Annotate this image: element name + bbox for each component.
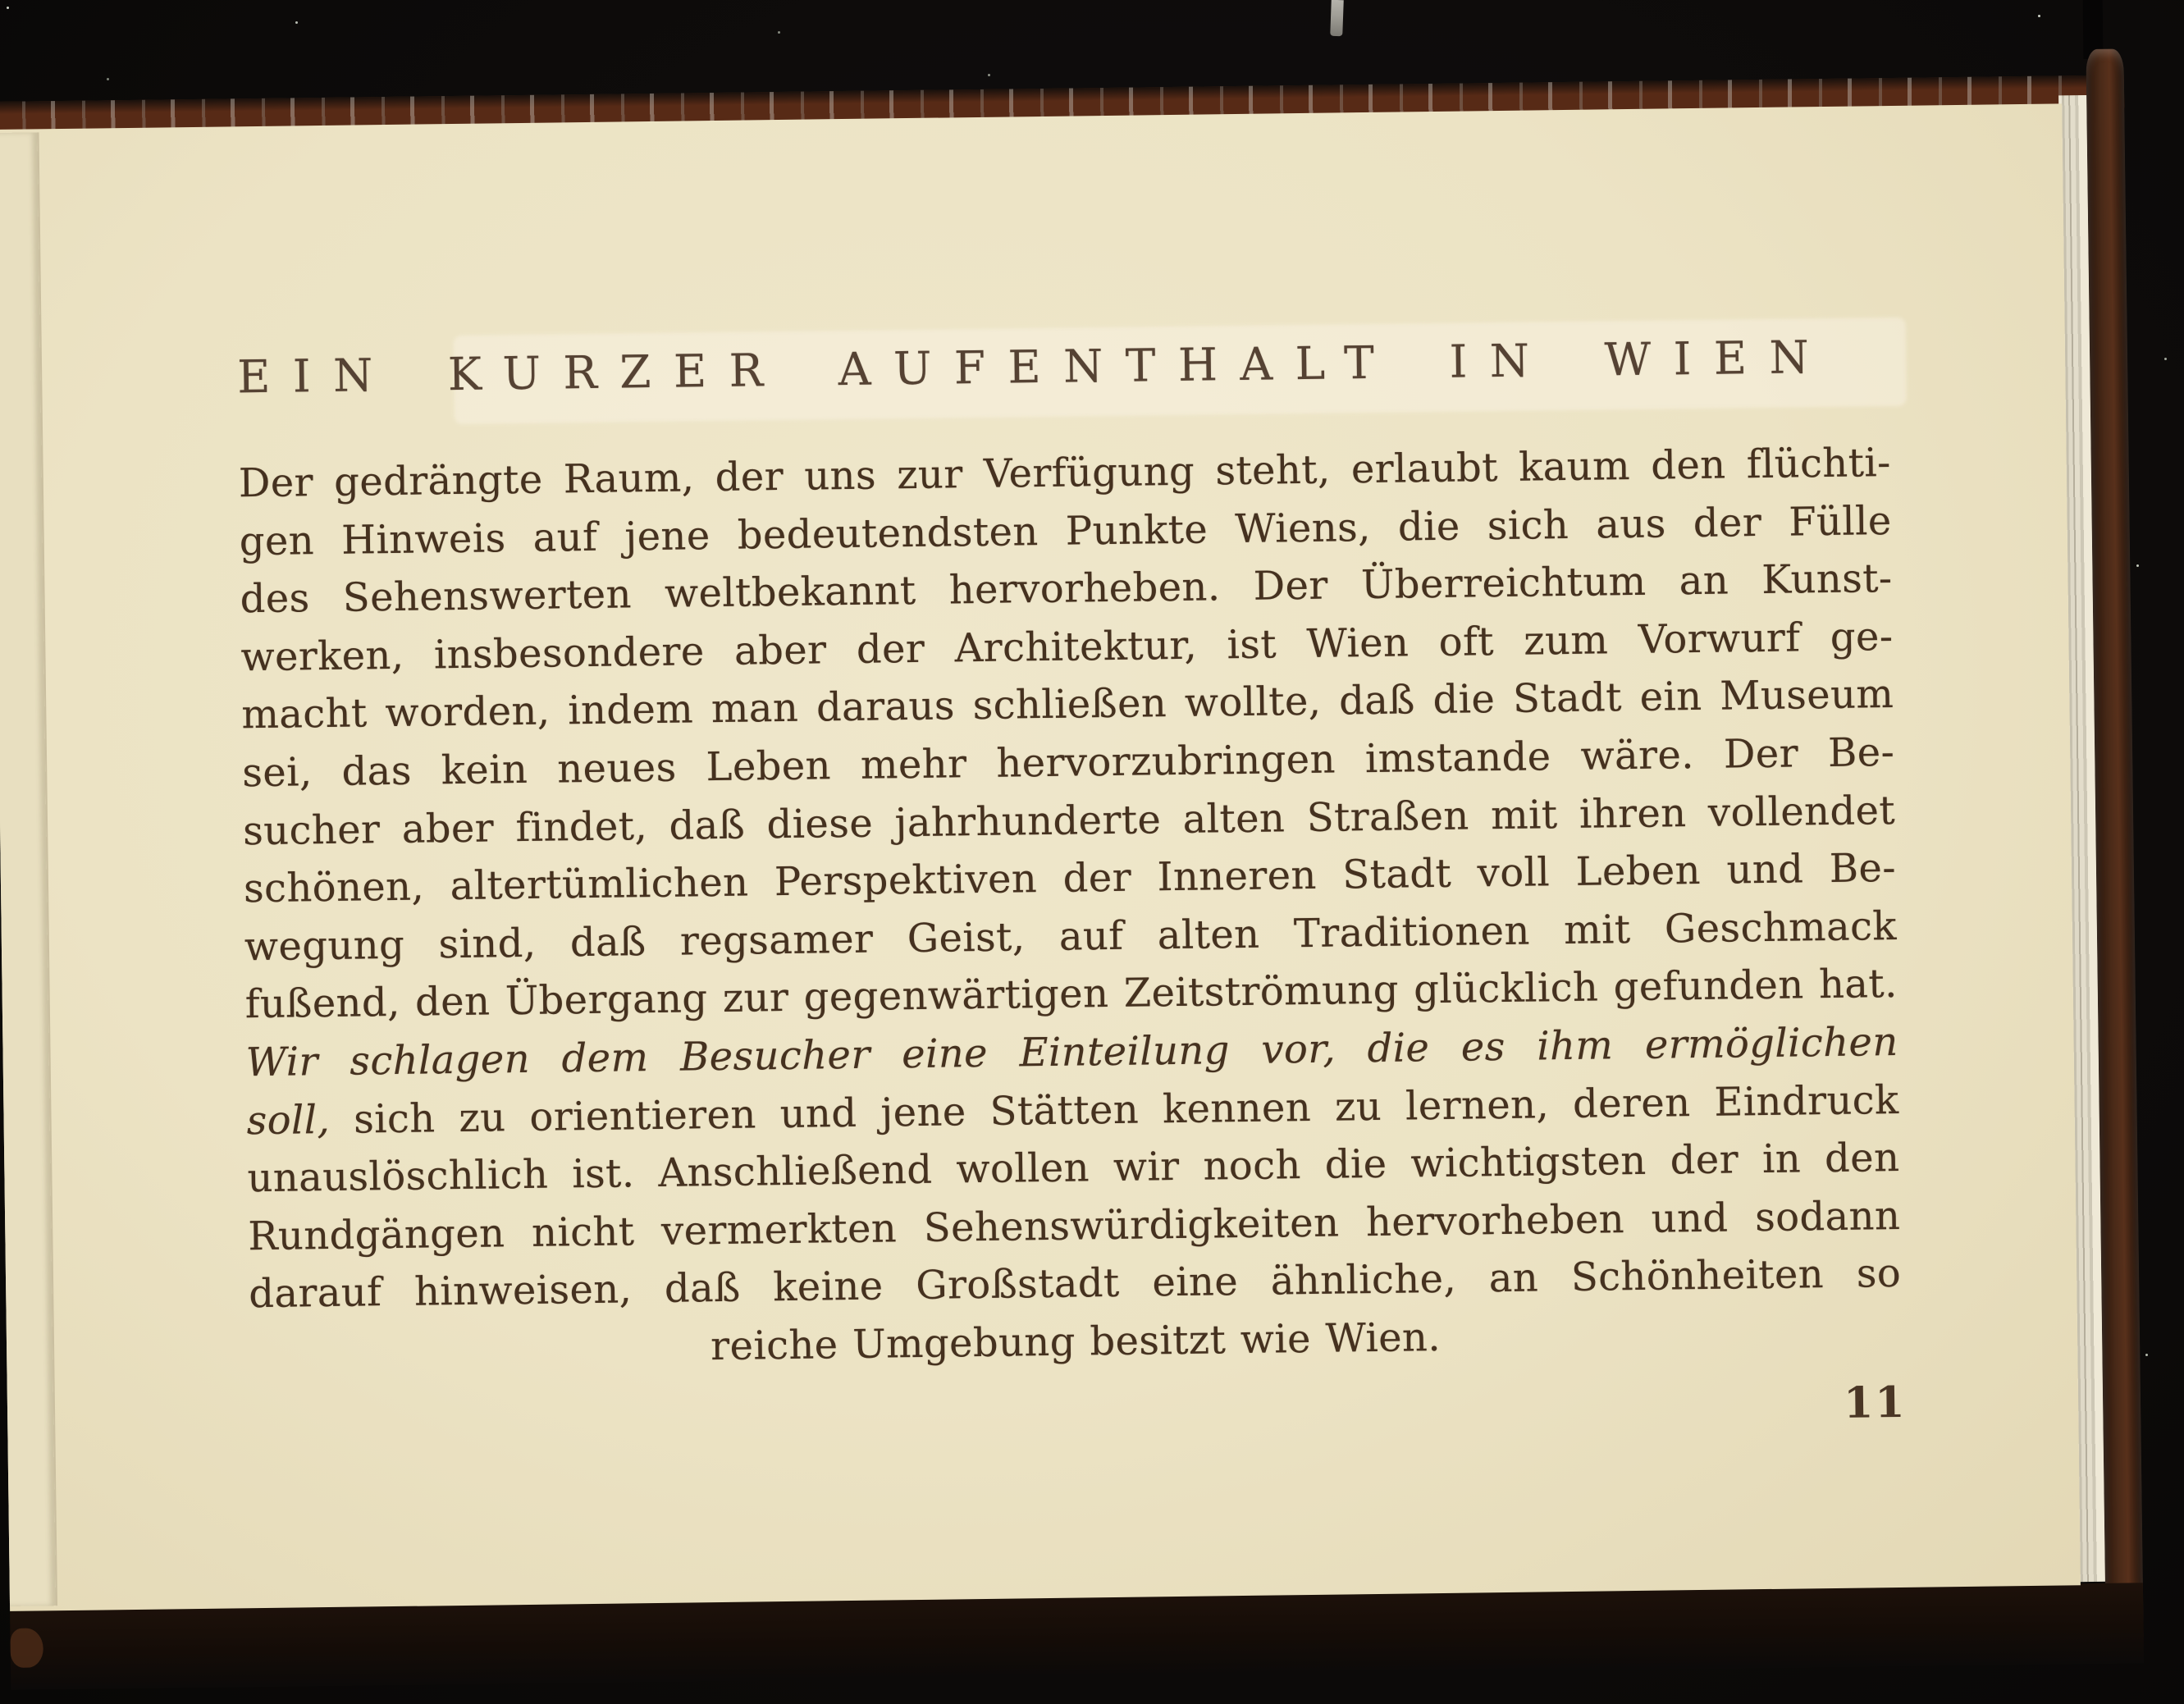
text-line: gen Hinweis auf jene bedeutendsten Punkte Wiens, die sich aus der Fülle — [239, 497, 1892, 564]
text-line: fußend, den Übergang zur gegenwärtigen Zeitströmung glücklich gefunden hat. — [244, 961, 1898, 1028]
text-line: sucher aber findet, daß diese jahrhunderte alten Straßen mit ihren vollendet — [242, 787, 1896, 854]
line-remainder: sich zu orientieren und jene Stätten kennen zu lernen, deren Eindruck — [353, 1076, 1899, 1143]
text-line: schönen, altertümlichen Perspektiven der Inneren Stadt voll Leben und Be- — [243, 845, 1897, 912]
cover-wear-blotch — [10, 1628, 43, 1667]
page-title: EIN KURZER AUFENTHALT IN WIEN — [236, 330, 1832, 404]
text-line: sei, das kein neues Leben mehr hervorzubringen imstande wäre. Der Be- — [241, 729, 1895, 797]
text-line: unauslöschlich ist. Anschließend wollen wir noch die wichtigsten der in den — [247, 1135, 1900, 1202]
text-line: werken, insbesondere aber der Architektur, ist Wien oft zum Vorwurf ge- — [240, 613, 1894, 681]
italic-lead-word: soll, — [246, 1096, 331, 1144]
text-line: macht worden, indem man daraus schließen wollte, daß die Stadt ein Museum — [241, 671, 1894, 738]
text-line-italic: Wir schlagen dem Besucher eine Einteilung vor, die es ihm ermöglichen — [245, 1018, 1898, 1086]
underlying-page-edge — [0, 132, 57, 1606]
text-line: Rundgängen nicht vermerkten Sehenswürdigkeiten hervorheben und sodann — [248, 1192, 1901, 1259]
text-line-last: reiche Umgebung besitzt wie Wien. — [710, 1313, 1442, 1370]
book-page — [0, 103, 2081, 1611]
page-number: 11 — [1843, 1377, 1907, 1428]
text-line: wegung sind, daß regsamer Geist, auf alten Traditionen mit Geschmack — [244, 902, 1898, 971]
text-line: des Sehenswerten weltbekannt hervorheben. Der Überreichtum an Kunst- — [240, 555, 1893, 623]
text-line: darauf hinweisen, daß keine Großstadt eine ähnliche, an Schönheiten so — [248, 1250, 1902, 1318]
paragraph — [238, 434, 1902, 1382]
text-line: Der gedrängte Raum, der uns zur Verfügung steht, erlaubt kaum den flüchti- — [238, 440, 1892, 507]
